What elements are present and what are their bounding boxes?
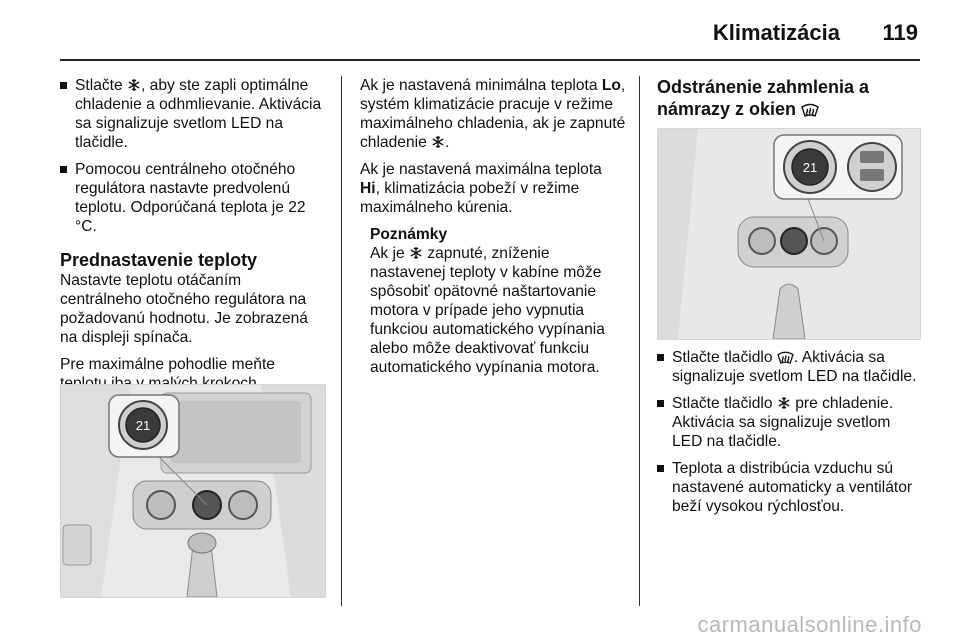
bullet-mark bbox=[60, 166, 67, 173]
section-title: Prednastavenie teploty bbox=[60, 250, 258, 270]
windshield-defrost-icon bbox=[801, 101, 819, 117]
bullet-mark bbox=[657, 400, 664, 407]
paragraph: Ak je nastavená maximálna teplota Hi, klimatizácia pobeží v režime maximálneho kúrenia. bbox=[360, 161, 602, 216]
defrost-illustration bbox=[657, 128, 921, 340]
list-item bbox=[60, 160, 326, 236]
chapter-title: Klimatizácia bbox=[712, 20, 840, 45]
note-title: Poznámky bbox=[370, 226, 448, 243]
bullet-text: , aby ste zapli optimálne chladenie a odhmlievanie. Aktivácia sa signalizuje svetlom LED na tlačidle. bbox=[75, 77, 322, 151]
bullet-mark bbox=[60, 82, 67, 89]
list-item: Teplota a distribúcia vzduchu sú nastavené automaticky a ventilátor beží vysokou rýchlosťou. bbox=[657, 459, 921, 516]
page-number: 119 bbox=[882, 20, 918, 45]
climate-control-illustration bbox=[60, 384, 326, 598]
snowflake-icon bbox=[431, 135, 445, 149]
column-2 bbox=[360, 76, 626, 377]
watermark: carmanualsonline.info bbox=[697, 612, 922, 637]
keyword-hi: Hi bbox=[360, 180, 376, 197]
snowflake-icon bbox=[409, 246, 423, 260]
paragraph: Nastavte teplotu otáčaním centrálneho otočného regulátora na požadovanú hodnotu. Je zobrazená na displeji spínača. bbox=[60, 272, 308, 346]
bullet-mark bbox=[657, 354, 664, 361]
paragraph: Ak je nastavená minimálna teplota Lo, systém klimatizácie pracuje v režime maximálneho chladenia, ak je zapnuté chladenie . bbox=[360, 77, 626, 151]
section-title: Odstránenie zahmlenia a námrazy z okien bbox=[657, 77, 870, 119]
paragraph: Pre maximálne pohodlie meňte bbox=[60, 356, 275, 373]
bullet-text: Stlačte bbox=[75, 77, 128, 94]
bullet-mark bbox=[657, 465, 664, 472]
list-item: Stlačte tlačidlo . Aktivácia sa signalizuje svetlom LED na tlačidle. bbox=[657, 348, 921, 386]
list-item: Stlačte tlačidlo pre chladenie. Aktivácia sa signalizuje svetlom LED na tlačidle. bbox=[657, 394, 921, 451]
windshield-defrost-icon bbox=[777, 349, 794, 364]
temperature-display: 21 bbox=[802, 160, 818, 175]
temperature-display: 21 bbox=[135, 418, 151, 433]
note-text: Ak je zapnuté, zníženie nastavenej teploty v kabíne môže spôsobiť opätovné naštartovanie motora v prípade jeho vypnutia funkciou automatického vypínania alebo môže deaktivovať funkciu automatického vypínania motora. bbox=[370, 245, 605, 376]
snowflake-icon bbox=[777, 396, 791, 410]
list-item bbox=[60, 76, 326, 152]
column-3-list bbox=[657, 348, 921, 524]
snowflake-icon bbox=[127, 78, 141, 92]
header-rule bbox=[60, 59, 920, 61]
column-divider-1 bbox=[341, 76, 342, 606]
column-3 bbox=[657, 76, 921, 130]
page-header bbox=[60, 0, 920, 62]
keyword-lo: Lo bbox=[601, 77, 621, 94]
column-1 bbox=[60, 76, 326, 401]
note-block bbox=[360, 225, 626, 377]
bullet-text: Pomocou centrálneho otočného regulátora nastavte predvolenú teplotu. Odporúčaná teplota je 22 °C. bbox=[75, 161, 306, 235]
column-divider-2 bbox=[639, 76, 640, 606]
